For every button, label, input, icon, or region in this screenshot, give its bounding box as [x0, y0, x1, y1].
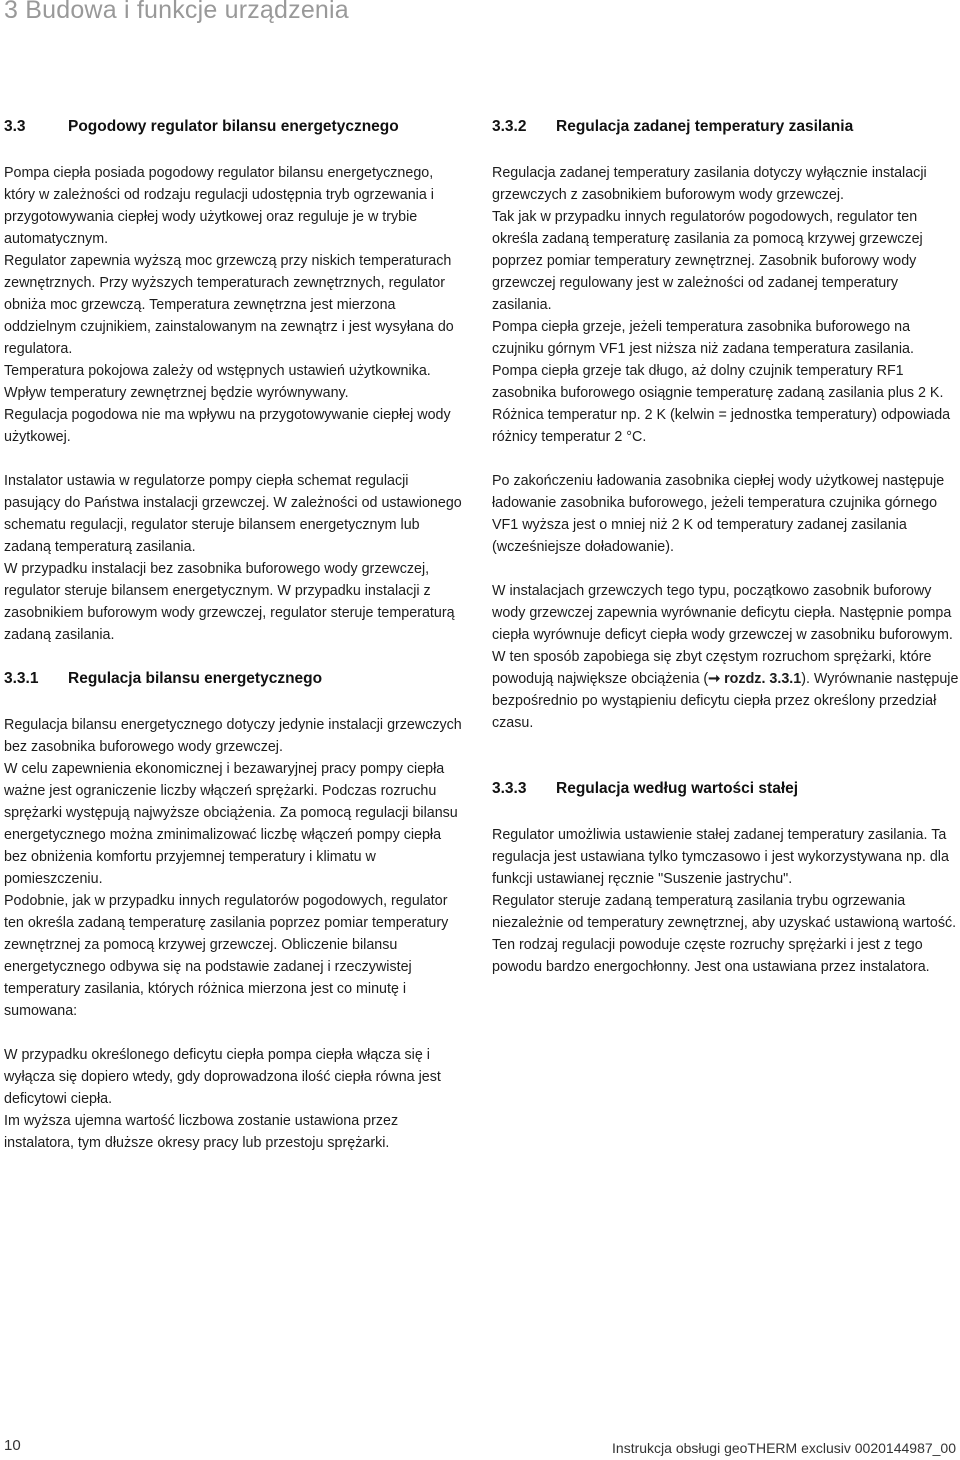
paragraph: Podobnie, jak w przypadku innych regulatorów pogodowych, regulator ten określa zadaną temperaturę zasilania poprzez pomiar temperatury zewnętrznej za pomocą krzywej grzewczej. Obliczenie bilansu energetycznego odbywa się na podstawie zadanej i rzeczywistej temperatury zasilania, których różnica mierzona jest co minutę i sumowana:: [4, 893, 449, 1019]
section-3-3-heading: [4, 116, 466, 138]
paragraph: Po zakończeniu ładowania zasobnika ciepłej wody użytkowej następuje ładowanie zasobnika buforowego, jeżeli temperatura czujnika górnego VF1 wyższa jest o mniej niż 2 K od temperatury zadanej zasilania (wcześniejsze doładowanie).: [492, 473, 945, 555]
paragraph-text: ). Wyrównanie następuje bezpośrednio po wystąpieniu deficytu ciepła przez określony przedział czasu.: [492, 671, 959, 731]
chapter-header: 3 Budowa i funkcje urządzenia: [4, 0, 349, 24]
section-title: Regulacja bilansu energetycznego: [68, 670, 323, 687]
paragraph: Temperatura pokojowa zależy od wstępnych ustawień użytkownika. Wpływ temperatury zewnętrznej będzie wyrównywany.: [4, 363, 431, 401]
chapter-reference-link[interactable]: ➞ rozdz. 3.3.1: [708, 671, 802, 687]
paragraph: W przypadku instalacji bez zasobnika buforowego wody grzewczej, regulator steruje bilansem energetycznym. W przypadku instalacji z zasobnikiem buforowym wody grzewczej, regulator steruje temperaturą zadaną zasilania.: [4, 561, 455, 643]
left-column: [4, 116, 466, 1154]
paragraph: Instalator ustawia w regulatorze pompy ciepła schemat regulacji pasujący do Państwa instalacji grzewczej. W zależności od ustawionego schematu regulacji, regulator steruje bilansem energetycznym lub zadaną temperaturą zasilania.: [4, 473, 462, 555]
page-number: 10: [4, 1437, 21, 1454]
document-title: Instrukcja obsługi geoTHERM exclusiv 0020144987_00: [612, 1440, 956, 1456]
section-3-3-1-heading: [4, 668, 466, 690]
paragraph: [492, 580, 960, 734]
section-number: 3.3.3: [492, 780, 527, 797]
paragraph: Regulator steruje zadaną temperaturą zasilania trybu ogrzewania niezależnie od temperatury zewnętrznej, aby uzyskać ustawioną wartość. Ten rodzaj regulacji powoduje częste rozruchy sprężarki i jest z tego powodu bardzo energochłonny. Jest ona ustawiana przez instalatora.: [492, 893, 957, 975]
section-number: 3.3.2: [492, 118, 527, 135]
section-3-3-3-heading: [492, 778, 960, 800]
paragraph: Pompa ciepła grzeje, jeżeli temperatura zasobnika buforowego na czujniku górnym VF1 jest niższa niż zadana temperatura zasilania. Pompa ciepła grzeje tak długo, aż dolny czujnik temperatury RF1 zasobnika buforowego osiągnie temperaturę zadaną zasilania plus 2 K.: [492, 319, 944, 401]
paragraph: Im wyższa ujemna wartość liczbowa zostanie ustawiona przez instalatora, tym dłuższe okresy pracy lub przestoju sprężarki.: [4, 1113, 399, 1151]
paragraph: Regulacja bilansu energetycznego dotyczy jedynie instalacji grzewczych bez zasobnika buforowego wody grzewczej.: [4, 717, 462, 755]
right-column: [492, 116, 960, 978]
section-number: 3.3: [4, 118, 26, 135]
section-3-3-2-heading: [492, 116, 960, 138]
paragraph: Regulacja zadanej temperatury zasilania dotyczy wyłącznie instalacji grzewczych z zasobnikiem buforowym wody grzewczej.: [492, 165, 927, 203]
paragraph: W przypadku określonego deficytu ciepła pompa ciepła włącza się i wyłącza się dopiero wtedy, gdy doprowadzona ilość ciepła równa jest deficytowi ciepła.: [4, 1047, 441, 1107]
section-title: Regulacja zadanej temperatury zasilania: [556, 118, 854, 135]
paragraph: Regulator zapewnia wyższą moc grzewczą przy niskich temperaturach zewnętrznych. Przy wyższych temperaturach zewnętrznych, regulator obniża moc grzewczą. Temperatura zewnętrzna jest mierzona oddzielnym czujnikiem, zainstalowanym na zewnątrz i jest wysyłana do regulatora.: [4, 253, 454, 357]
paragraph-text: W instalacjach grzewczych tego typu, początkowo zasobnik buforowy wody grzewczej zapewnia wyrównanie deficytu ciepła. Następnie pompa ciepła wyrównuje deficyt ciepła wody grzewczej w zasobniku buforowym. W ten sposób zapobiega się zbyt częstym rozruchom sprężarki, które powodują największe obciążenia (: [492, 583, 953, 687]
section-title: Regulacja według wartości stałej: [556, 780, 799, 797]
paragraph: Regulacja pogodowa nie ma wpływu na przygotowywanie ciepłej wody użytkowej.: [4, 407, 451, 445]
paragraph: Różnica temperatur np. 2 K (kelwin = jednostka temperatury) odpowiada różnicy temperatur 2 °C.: [492, 407, 951, 445]
paragraph: Regulator umożliwia ustawienie stałej zadanej temperatury zasilania. Ta regulacja jest ustawiana tylko tymczasowo i jest wykorzystywana np. dla funkcji ustawianej ręcznie "Suszenie jastrychu".: [492, 827, 949, 887]
section-title: Pogodowy regulator bilansu energetycznego: [68, 118, 399, 135]
paragraph: Pompa ciepła posiada pogodowy regulator bilansu energetycznego, który w zależności od rodzaju regulacji udostępnia tryb ogrzewania i przygotowywania ciepłej wody użytkowej oraz reguluje je w trybie automatycznym.: [4, 165, 434, 247]
section-number: 3.3.1: [4, 670, 39, 687]
paragraph: Tak jak w przypadku innych regulatorów pogodowych, regulator ten określa zadaną temperaturę zasilania za pomocą krzywej grzewczej poprzez pomiar temperatury zewnętrznej. Zasobnik buforowy wody grzewczej regulowany jest w zależności od zadanej temperatury zasilania.: [492, 209, 923, 313]
paragraph: W celu zapewnienia ekonomicznej i bezawaryjnej pracy pompy ciepła ważne jest ograniczenie liczby włączeń sprężarki. Podczas rozruchu sprężarki występują najwyższe obciążenia. Za pomocą regulacji bilansu energetycznego można zminimalizować liczbę włączeń pompy ciepła bez obniżenia komfortu przyjemnej temperatury i klimatu w pomieszczeniu.: [4, 761, 458, 887]
